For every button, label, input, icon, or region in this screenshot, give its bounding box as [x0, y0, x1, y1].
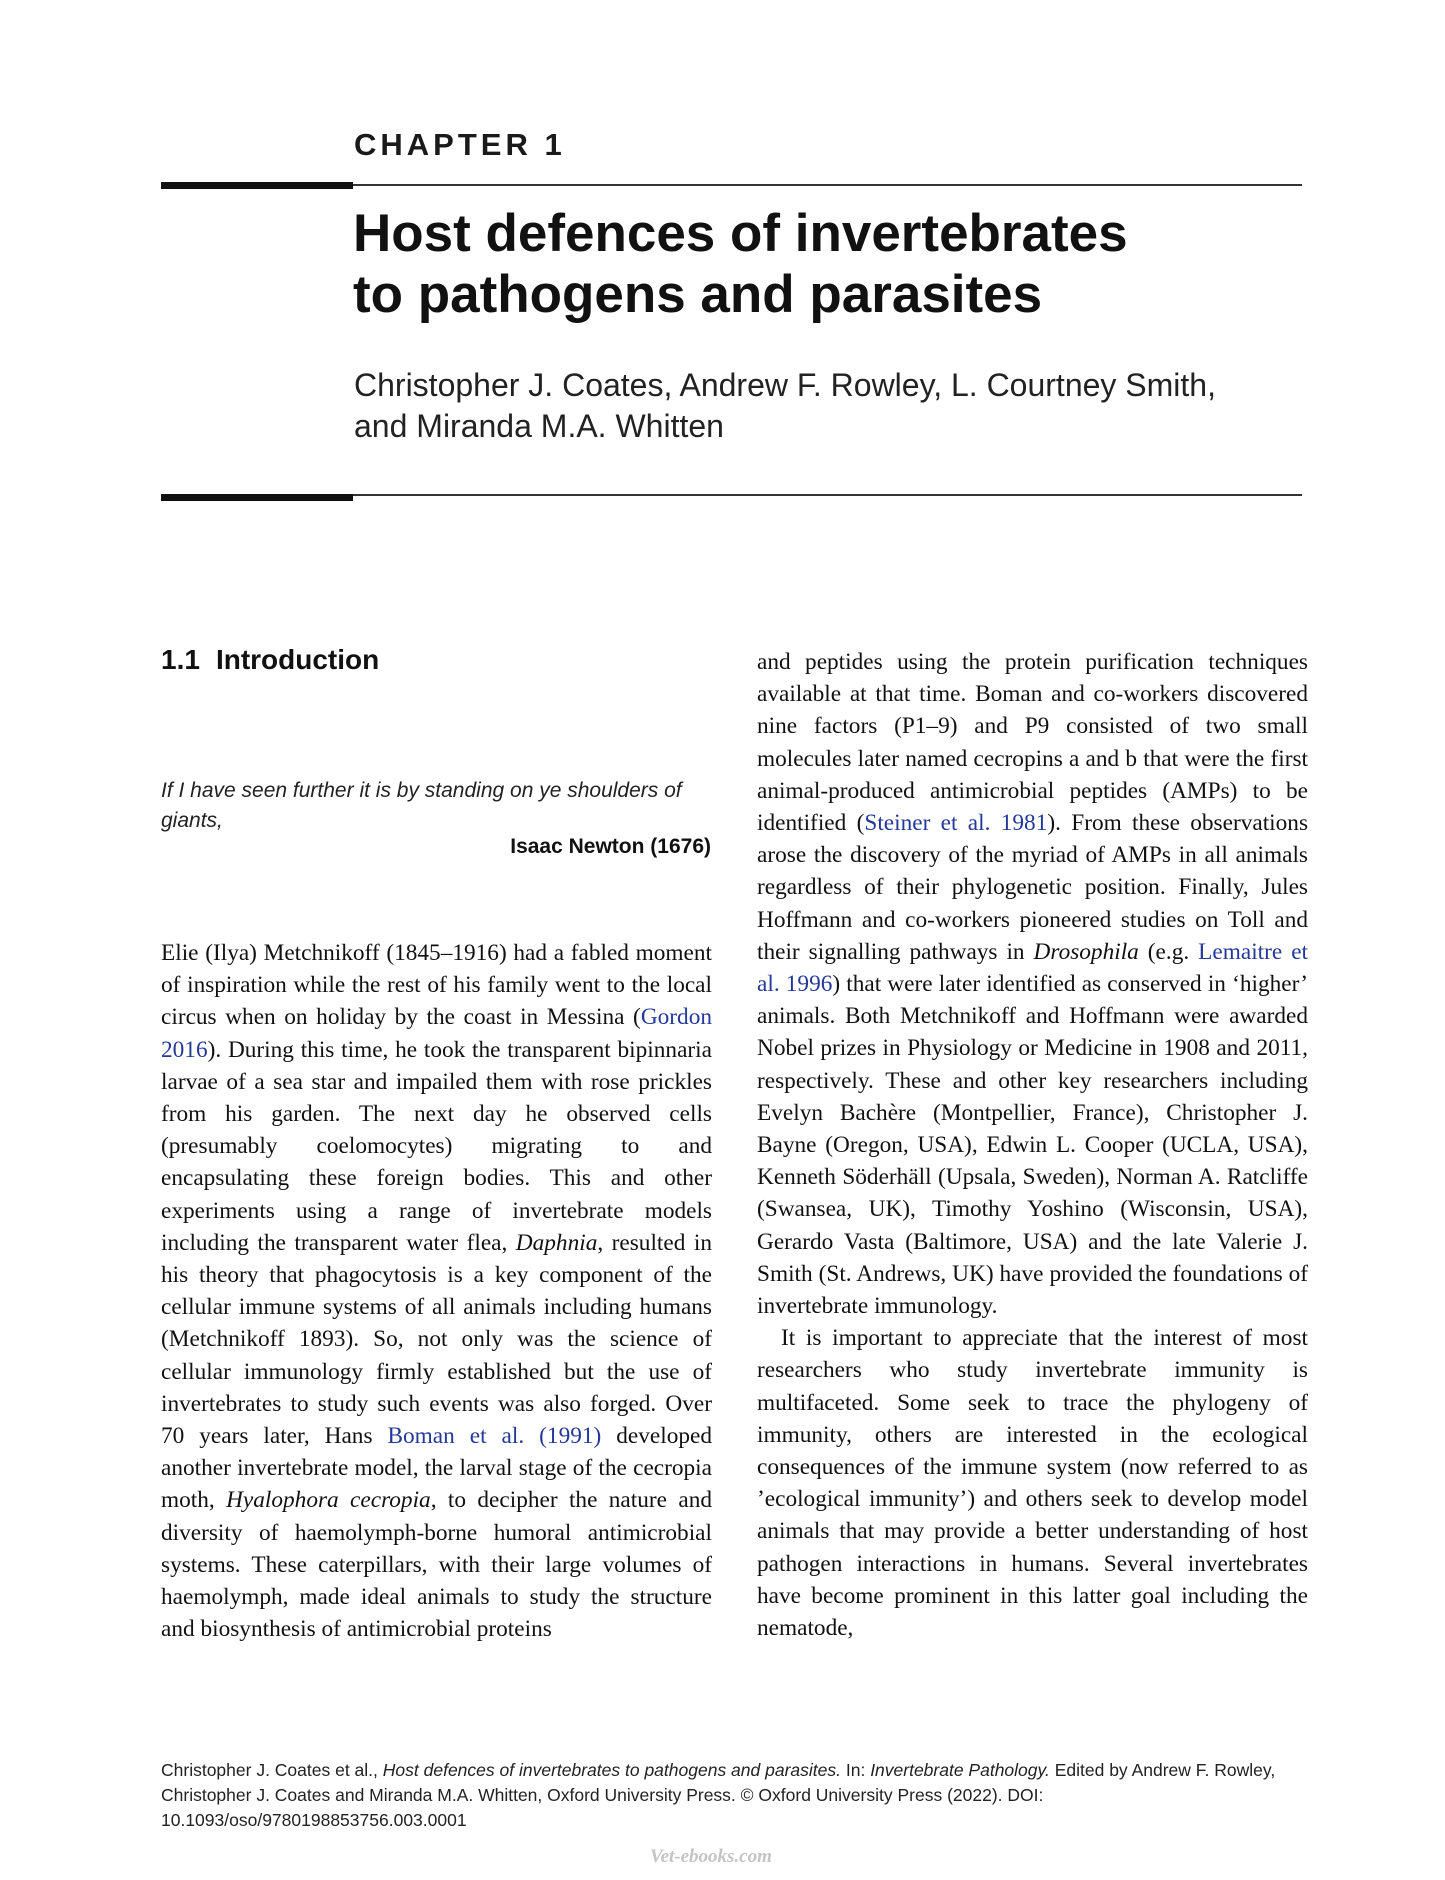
- watermark-logo: [648, 1841, 798, 1869]
- right-column: [757, 646, 1308, 1644]
- authors-line-1: Christopher J. Coates, Andrew F. Rowley, L. Courtney Smith,: [354, 367, 1216, 403]
- watermark-text: Vet-ebooks.com: [650, 1846, 772, 1867]
- citation-link-boman[interactable]: Boman et al. (1991): [387, 1423, 602, 1450]
- body-text: (e.g.: [1138, 938, 1199, 965]
- body-paragraph: [161, 937, 712, 1645]
- bottom-rule-thick: [161, 494, 353, 501]
- body-text: ). During this time, he took the transparent bipinnaria larvae of a sea star and impailed them with rose prickles from his garden. The next day he observed cells (presumably coelomocytes) migrating to and encapsulating these foreign bodies. This and other experiments using a range of invertebrate models including the transparent water flea,: [161, 1036, 712, 1256]
- chapter-label: CHAPTER 1: [354, 127, 566, 162]
- body-text: ). From these observations arose the discovery of the myriad of AMPs in all animals regardless of their phylogenetic position. Finally, Jules Hoffmann and co-workers pioneered studies on Toll and their signalling pathways in: [757, 810, 1309, 965]
- species-name: Daphnia: [515, 1229, 598, 1256]
- footer-text: In:: [841, 1760, 871, 1780]
- body-text: , to decipher the nature and diversity of haemolymph-borne humoral antimicrobial systems. These caterpillars, with their large volumes of haemolymph, made ideal animals to study the structure and biosynthesis of antimicrobial proteins: [161, 1487, 712, 1643]
- species-name: Hyalophora cecropia: [226, 1487, 431, 1514]
- footer-citation: [161, 1758, 1301, 1833]
- citation-link-lemaitre[interactable]: Lemaitre et al. 1996: [757, 938, 1309, 998]
- citation-link-gordon[interactable]: Gordon 2016: [161, 1004, 712, 1063]
- epigraph-quote: If I have seen further it is by standing on ye shoulders of giants,: [161, 779, 682, 832]
- epigraph-attribution: Isaac Newton (1676): [510, 835, 711, 858]
- top-rule-thin: [353, 184, 1302, 186]
- left-column: [161, 937, 712, 1645]
- authors: [354, 365, 1254, 447]
- body-text: Elie (Ilya) Metchnikoff (1845–1916) had a fabled moment of inspiration while the rest of his family went to the local circus when on holiday by the coast in Messina (: [161, 940, 712, 1031]
- body-text: and peptides using the protein purification techniques available at that time. Boman and co-workers discovered nine factors (P1–9) and P9 consisted of two small molecules later named cecropins a and b that were the first animal-produced antimicrobial peptides (AMPs) to be identified (: [757, 649, 1308, 837]
- footer-text: Edited by Andrew F. Rowley, Christopher J. Coates and Miranda M.A. Whitten, Oxford University Press. © Oxford University Press (2022). DOI: 10.1093/oso/9780198853756.003.0001: [161, 1760, 1276, 1830]
- citation-link-steiner[interactable]: Steiner et al. 1981: [864, 810, 1048, 837]
- body-paragraph: It is important to appreciate that the interest of most researchers who study invertebrate immunity is multifaceted. Some seek to trace the phylogeny of immunity, others are interested in the ecological consequences of the immune system (now referred to as ’ecological immunity’) and others seek to develop model animals that may provide a better understanding of host pathogen interactions in humans. Several invertebrates have become prominent in this latter goal including the nematode,: [757, 1325, 1308, 1642]
- authors-line-2: and Miranda M.A. Whitten: [354, 408, 724, 444]
- body-text: ) that were later identified as conserved in ‘higher’ animals. Both Metchnikoff and Hoffmann were awarded Nobel prizes in Physiology or Medicine in 1908 and 2011, respectively. These and other key researchers including Evelyn Bachère (Montpellier, France), Christopher J. Bayne (Oregon, USA), Edwin L. Cooper (UCLA, USA), Kenneth Söderhäll (Upsala, Sweden), Norman A. Ratcliffe (Swansea, UK), Timothy Yoshino (Wisconsin, USA), Gerardo Vasta (Baltimore, USA) and the late Valerie J. Smith (St. Andrews, UK) have provided the foundations of invertebrate immunology.: [757, 971, 1308, 1320]
- section-heading: [161, 644, 379, 676]
- species-name: Drosophila: [1033, 938, 1139, 965]
- chapter-title-line-2: to pathogens and parasites: [353, 265, 1043, 324]
- section-number: 1.1: [161, 644, 200, 675]
- body-paragraph: [757, 646, 1308, 1322]
- footer-chapter-title: Host defences of invertebrates to pathogens and parasites.: [382, 1760, 841, 1780]
- body-text: , resulted in his theory that phagocytosis is a key component of the cellular immune systems of all animals including humans (Metchnikoff 1893). So, not only was the science of cellular immunology firmly established but the use of invertebrates to study such events was also forged. Over 70 years later, Hans: [161, 1229, 712, 1450]
- bottom-rule-thin: [353, 494, 1302, 496]
- chapter-title-line-1: Host defences of invertebrates: [353, 204, 1128, 263]
- section-title: Introduction: [215, 644, 380, 675]
- top-rule-thick: [161, 182, 353, 189]
- footer-text: Christopher J. Coates et al.,: [161, 1760, 383, 1780]
- footer-book-title: Invertebrate Pathology.: [870, 1760, 1050, 1780]
- body-text: developed another invertebrate model, the larval stage of the cecropia moth,: [161, 1423, 712, 1514]
- chapter-title: [353, 203, 1313, 325]
